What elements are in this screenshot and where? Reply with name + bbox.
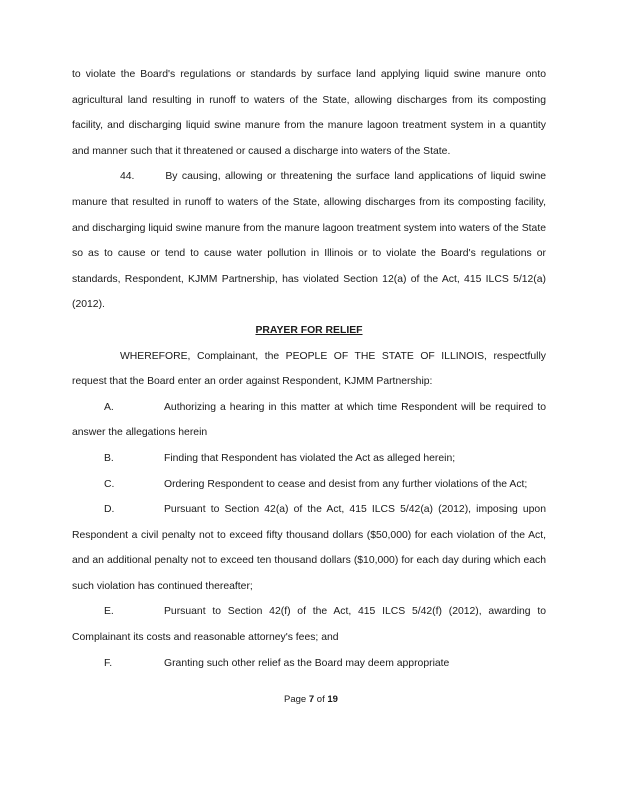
relief-text: Pursuant to Section 42(a) of the Act, 415 ILCS 5/42(a) (2012), imposing upon Respondent a civil penalty not to exceed fifty thousand dollars ($50,000) for each violation of the Act, and an additional penalty not to exceed ten thousand dollars ($10,000) for each day during which each such violation has continued thereafter; [72,504,546,592]
paragraph-44-text: By causing, allowing or threatening the surface land applications of liquid swine manure that resulted in runoff to waters of the State, allowing discharges from its composting facility, and discharging liquid swine manure from the manure lagoon treatment system into waters of the State so as to cause or tend to cause water pollution in Illinois or to violate the Board's regulations or standards, Respondent, KJMM Partnership, has violated Section 12(a) of the Act, 415 ILCS 5/12(a) (2012). [72,171,547,311]
relief-item-e [72,599,546,650]
relief-text: Ordering Respondent to cease and desist from any further violations of the Act; [164,478,528,490]
relief-item-b [72,446,546,472]
relief-text: Finding that Respondent has violated the Act as alleged herein; [164,452,456,464]
paragraph-number: 44. [120,171,135,183]
relief-item-c [72,472,546,498]
paragraph-43-continuation: to violate the Board's regulations or standards by surface land applying liquid swine manure onto agricultural land resulting in runoff to waters of the State, allowing discharges from its composting facility, and discharging liquid swine manure from the manure lagoon treatment system in a quantity and manner such that it threatened or caused a discharge into waters of the State. [72,69,546,157]
relief-item-d [72,497,546,599]
document-body [72,62,546,676]
relief-letter: D. [104,504,115,516]
page-current: 7 [308,694,315,705]
prayer-heading: PRAYER FOR RELIEF [255,324,363,336]
relief-letter: E. [104,606,114,618]
relief-letter: C. [104,478,115,490]
prayer-intro: WHEREFORE, Complainant, the PEOPLE OF THE STATE OF ILLINOIS, respectfully request that the Board enter an order against Respondent, KJMM Partnership: [72,350,546,388]
page-of: of [316,694,325,705]
paragraph-44 [72,164,546,318]
page-total: 19 [327,694,338,705]
relief-letter: F. [104,657,113,669]
relief-letter: A. [104,401,114,413]
page-label: Page [284,694,307,705]
relief-item-f [72,651,546,677]
relief-text: Authorizing a hearing in this matter at which time Respondent will be required to answer the allegations herein [72,401,546,439]
relief-text: Granting such other relief as the Board may deem appropriate [164,657,450,669]
relief-letter: B. [104,452,114,464]
page-footer [0,694,622,705]
relief-item-a [72,395,546,446]
relief-text: Pursuant to Section 42(f) of the Act, 415 ILCS 5/42(f) (2012), awarding to Complainant its costs and reasonable attorney's fees; and [72,606,546,644]
